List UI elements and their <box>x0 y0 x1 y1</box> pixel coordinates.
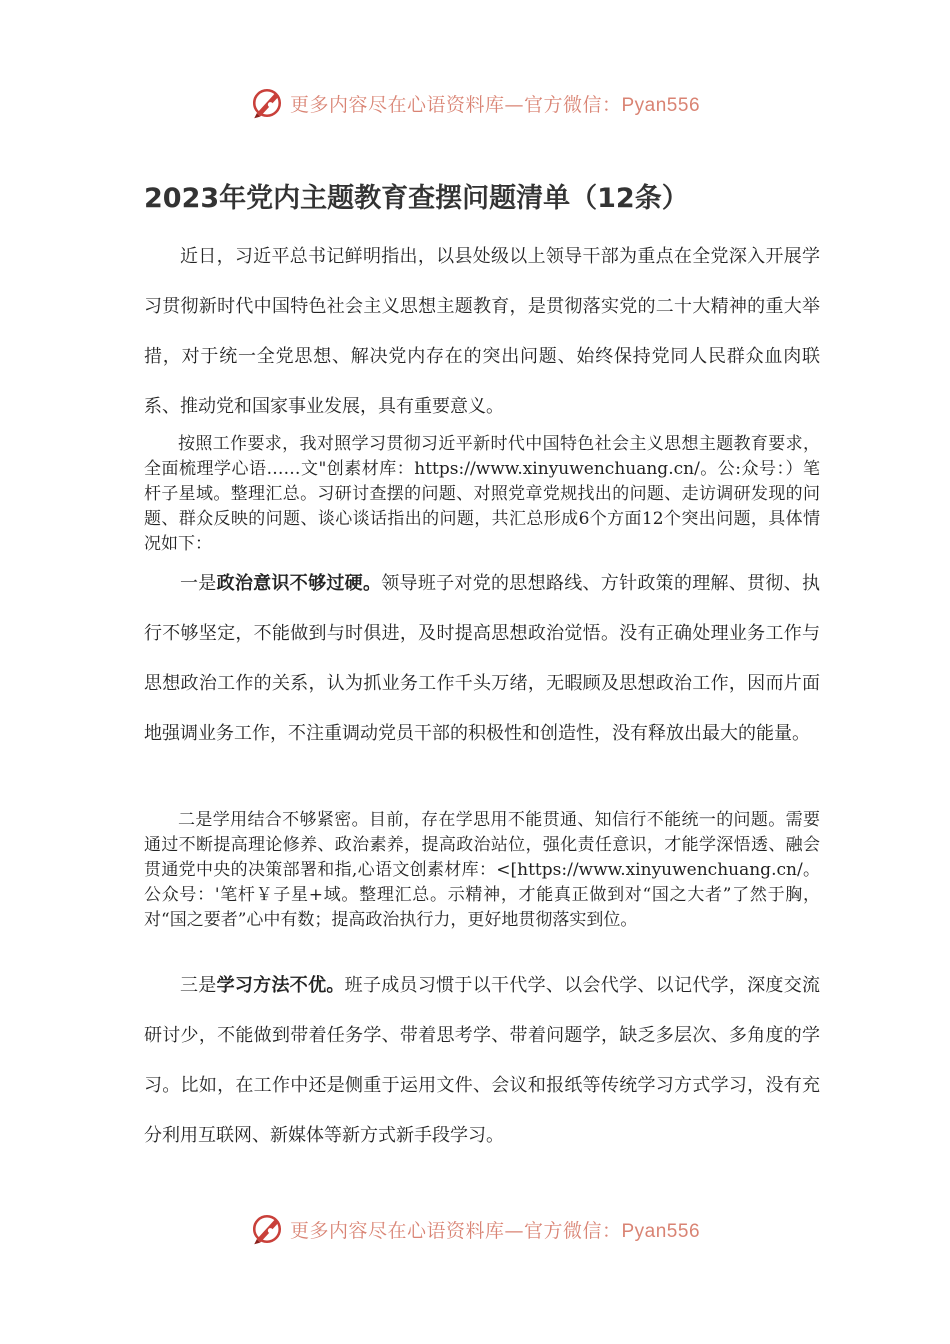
footer-banner-text: 更多内容尽在心语资料库—官方微信：Pyan556 <box>289 1219 701 1242</box>
header-banner <box>0 86 950 120</box>
banner-wechat-id: Pyan556 <box>621 94 701 116</box>
point-three-body: 班子成员习惯于以干代学、以会代学、以记代学，深度交流研讨少，不能做到带着任务学、带着思考学、带着问题学，缺乏多层次、多角度的学习。比如，在工作中还是侧重于运用文件、会议和报纸等传统学习方式学习，没有充分利用互联网、新媒体等新方式新手段学习。 <box>144 975 821 1146</box>
document-title: 2023年党内主题教育查摆问题清单（12条） <box>144 183 689 214</box>
point-one-prefix: 一是 <box>180 573 217 594</box>
point-one-body: 领导班子对党的思想路线、方针政策的理解、贯彻、执行不够坚定，不能做到与时俱进，及时提高思想政治觉悟。没有正确处理业务工作与思想政治工作的关系，认为抓业务工作千头万绪，无暇顾及思想政治工作，因而片面地强调业务工作，不注重调动党员干部的积极性和创造性，没有释放出最大的能量。 <box>144 573 821 744</box>
point-one-heading: 政治意识不够过硬。 <box>216 573 382 594</box>
footer-wechat-id: Pyan556 <box>621 1220 701 1242</box>
footer-banner <box>0 1212 950 1246</box>
pen-logo-icon <box>250 86 284 120</box>
point-three-heading: 学习方法不优。 <box>216 975 345 996</box>
pen-logo-icon <box>250 1212 284 1246</box>
paragraph-requirements: 按照工作要求，我对照学习贯彻习近平新时代中国特色社会主义思想主题教育要求，全面梳理学心语……文"创素材库：https://www.xinyuwenchuang.cn/。公:众号：）笔杆子星域。整理汇总。习研讨查摆的问题、对照党章党规找出的问题、走访调研发现的问题、群众反映的问题、谈心谈话指出的问题，共汇总形成6个方面12个突出问题，具体情况如下： <box>144 434 820 554</box>
paragraph-intro: 近日，习近平总书记鲜明指出，以县处级以上领导干部为重点在全党深入开展学习贯彻新时代中国特色社会主义思想主题教育，是贯彻落实党的二十大精神的重大举措，对于统一全党思想、解决党内存在的突出问题、始终保持党同人民群众血肉联系、推动党和国家事业发展，具有重要意义。 <box>144 246 820 417</box>
paragraph-point-three <box>144 961 820 1161</box>
banner-text: 更多内容尽在心语资料库—官方微信：Pyan556 <box>289 93 701 116</box>
paragraph-point-two: 二是学用结合不够紧密。目前，存在学思用不能贯通、知信行不能统一的问题。需要通过不断提高理论修养、政治素养，提高政治站位，强化责任意识，才能学深悟透、融会贯通党中央的决策部署和指,心语文创素材库：<[https://www.xinyuwenchuang.cn/。公众号：'笔杆￥子星+域。整理汇总。示精神，才能真正做到对“国之大者”了然于胸，对“国之要者”心中有数；提高政治执行力，更好地贯彻落实到位。 <box>144 810 820 930</box>
paragraph-point-one <box>144 559 820 759</box>
point-three-prefix: 三是 <box>180 975 217 996</box>
